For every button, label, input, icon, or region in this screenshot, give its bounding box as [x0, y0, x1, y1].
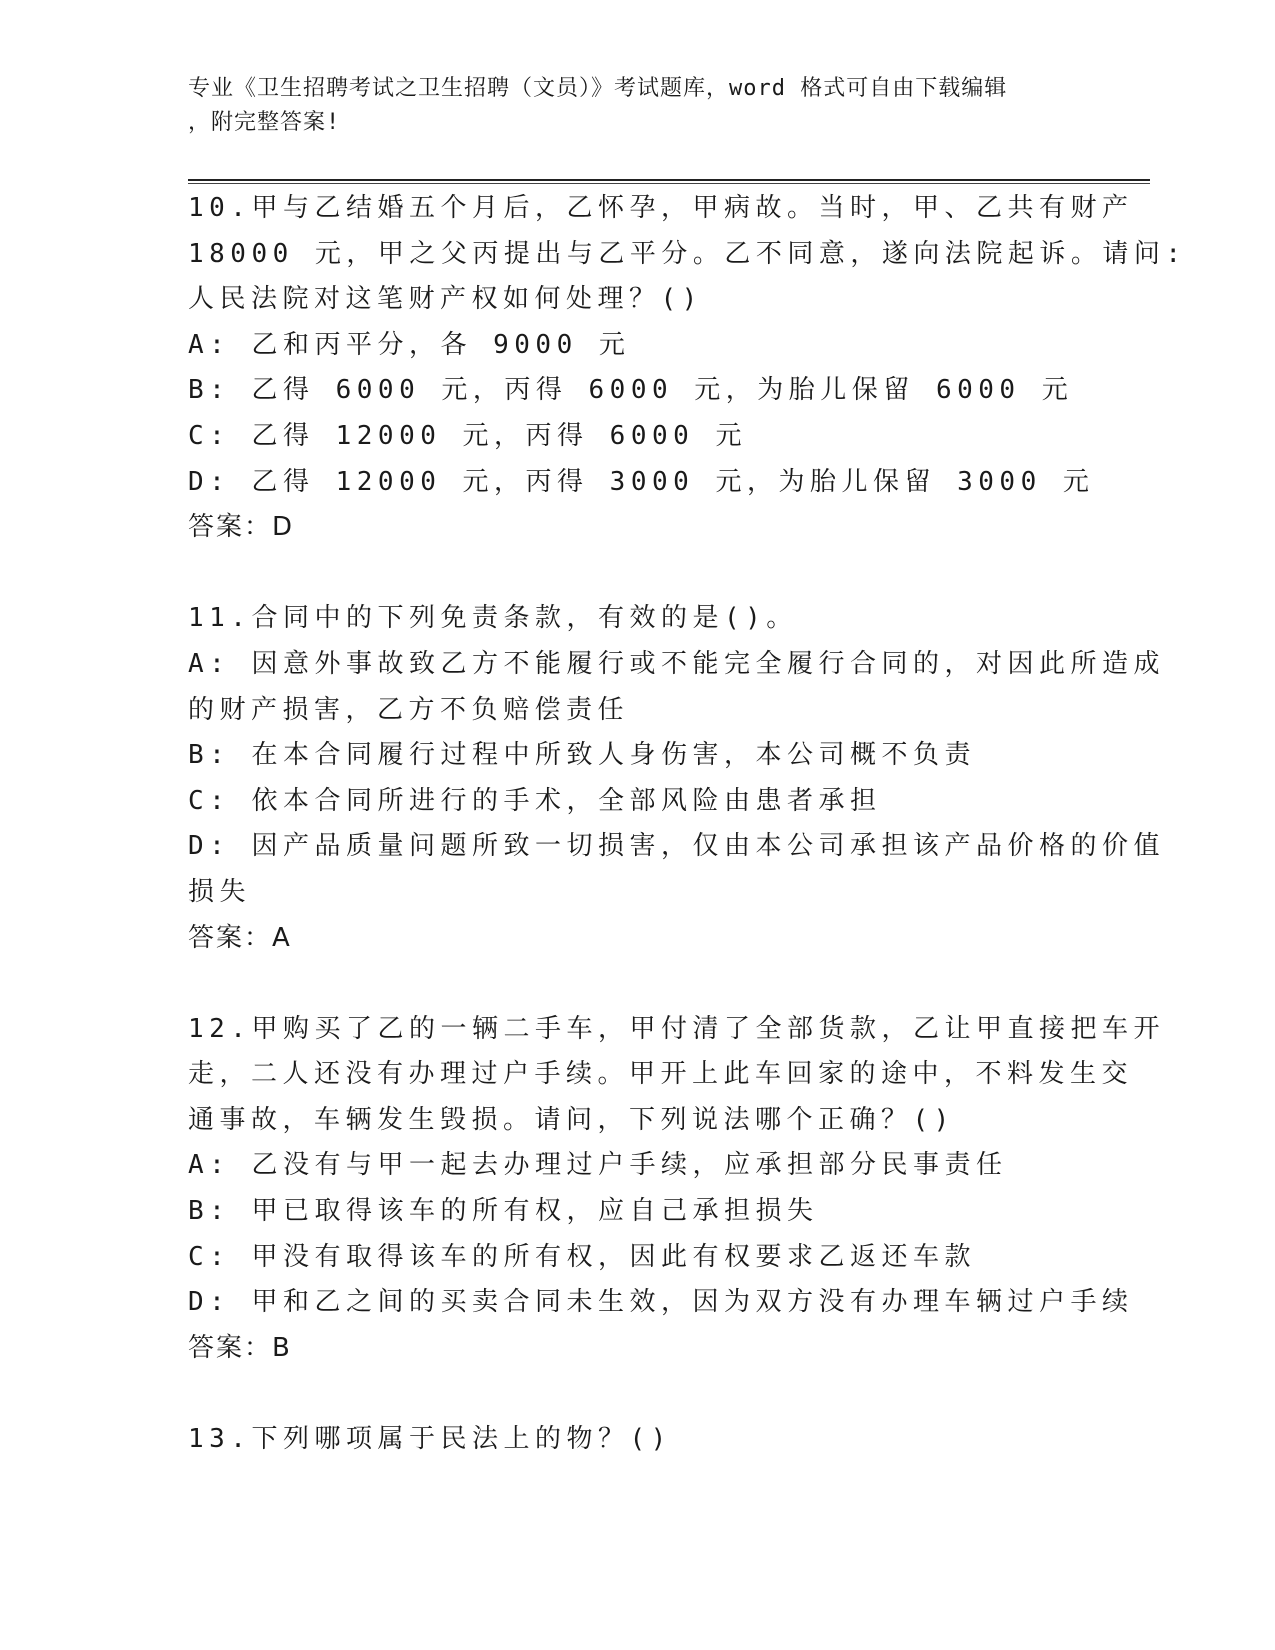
option-b: B: 乙得 6000 元，丙得 6000 元，为胎儿保留 6000 元: [188, 375, 1074, 406]
answer-label: 答案：B: [188, 1332, 292, 1363]
option-d: D: 因产品质量问题所致一切损害，仅由本公司承担该产品价格的价值: [188, 831, 1165, 862]
question-stem-line: 走，二人还没有办理过户手续。甲开上此车回家的途中，不料发生交: [188, 1059, 1134, 1090]
question-spacer: [188, 961, 1088, 1007]
question-stem-line: 通事故，车辆发生毁损。请问，下列说法哪个正确？(): [188, 1104, 955, 1135]
option-b: B: 在本合同履行过程中所致人身伤害，本公司概不负责: [188, 740, 976, 771]
question-11: [188, 596, 1165, 961]
answer-label: 答案：D: [188, 512, 295, 543]
option-a: A: 因意外事故致乙方不能履行或不能完全履行合同的，对因此所造成: [188, 648, 1165, 679]
header-line-2: ，附完整答案!: [188, 110, 341, 135]
header-line-1: 专业《卫生招聘考试之卫生招聘（文员）》考试题库，word 格式可自由下载编辑: [188, 76, 1008, 101]
question-spacer: [188, 551, 1088, 597]
document-header: [188, 72, 1068, 140]
question-spacer: [188, 1371, 1088, 1417]
question-list: [188, 186, 1187, 1463]
option-d: D: 乙得 12000 元，丙得 3000 元，为胎儿保留 3000 元: [188, 466, 1095, 497]
option-d-continued: 损失: [188, 876, 252, 907]
question-stem-line: 13.下列哪项属于民法上的物？(): [188, 1424, 672, 1455]
option-b: B: 甲已取得该车的所有权，应自己承担损失: [188, 1196, 819, 1227]
header-divider-thin: [188, 183, 1150, 184]
answer-label: 答案：A: [188, 922, 292, 953]
question-13: [188, 1417, 1088, 1463]
question-12: [188, 1007, 1165, 1372]
question-stem-line: 12.甲购买了乙的一辆二手车，甲付清了全部货款，乙让甲直接把车开: [188, 1013, 1165, 1044]
option-c: C: 依本合同所进行的手术，全部风险由患者承担: [188, 785, 882, 816]
header-divider-thick: [188, 179, 1150, 181]
option-c: C: 甲没有取得该车的所有权，因此有权要求乙返还车款: [188, 1241, 976, 1272]
question-stem-line: 11.合同中的下列免责条款，有效的是()。: [188, 603, 798, 634]
option-a: A: 乙和丙平分，各 9000 元: [188, 329, 631, 360]
option-d: D: 甲和乙之间的买卖合同未生效，因为双方没有办理车辆过户手续: [188, 1287, 1134, 1318]
option-a: A: 乙没有与甲一起去办理过户手续，应承担部分民事责任: [188, 1150, 1008, 1181]
question-stem-line: 18000 元，甲之父丙提出与乙平分。乙不同意，遂向法院起诉。请问:: [188, 238, 1187, 269]
option-c: C: 乙得 12000 元，丙得 6000 元: [188, 420, 747, 451]
option-a-continued: 的财产损害，乙方不负赔偿责任: [188, 694, 630, 725]
question-10: [188, 186, 1187, 551]
question-stem-line: 人民法院对这笔财产权如何处理？(): [188, 284, 703, 315]
question-stem-line: 10.甲与乙结婚五个月后，乙怀孕，甲病故。当时，甲、乙共有财产: [188, 193, 1134, 223]
